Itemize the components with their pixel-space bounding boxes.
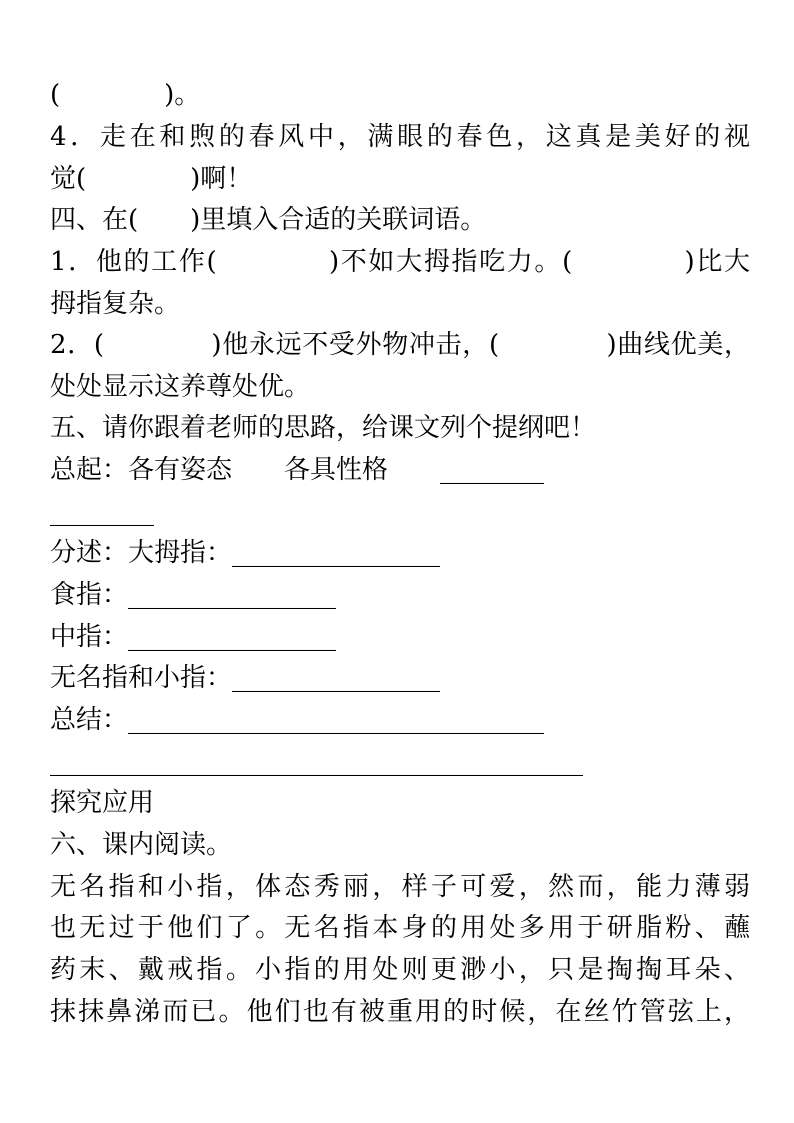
outline-ring-little-finger-line: 无名指和小指：________________: [50, 663, 441, 693]
reading-passage-line-1: 无名指和小指，体态秀丽，样子可爱，然而，能力薄弱: [50, 872, 750, 902]
outline-intro-blank: ________: [50, 497, 154, 527]
section-six-heading: 六、课内阅读。: [50, 830, 233, 860]
section-four-heading: 四、在( )里填入合适的关联词语。: [50, 205, 487, 235]
reading-passage-line-2: 也无过于他们了。无名指本身的用处多用于研脂粉、蘸: [50, 913, 750, 943]
outline-index-finger-line: 食指：________________: [50, 580, 337, 610]
s4-q1-line: 1．他的工作( )不如大拇指吃力。( )比大: [50, 247, 750, 277]
outline-summary-line: 总结：________________________________: [50, 705, 545, 735]
s4-q2-line-continued: 处处显示这养尊处优。: [50, 372, 311, 402]
outline-intro-line: 总起：各有姿态 各具性格 ________: [50, 455, 545, 485]
outline-summary-blank: _________________________________________: [50, 747, 583, 777]
section-explore-heading: 探究应用: [50, 788, 155, 818]
outline-middle-finger-line: 中指：________________: [50, 622, 337, 652]
s4-q1-line-continued: 拇指复杂。: [50, 289, 181, 319]
q3-answer-blank-line: ( )。: [50, 80, 201, 110]
q4-question-line: 4．走在和煦的春风中，满眼的春色，这真是美好的视: [50, 122, 750, 152]
s4-q2-line: 2．( )他永远不受外物冲击，( )曲线优美，: [50, 330, 750, 360]
outline-thumb-line: 分述：大拇指：________________: [50, 538, 441, 568]
reading-passage-line-4: 抹抹鼻涕而已。他们也有被重用的时候，在丝竹管弦上，: [50, 997, 750, 1027]
q4-question-line-continued: 觉( )啊！: [50, 164, 253, 194]
section-five-heading: 五、请你跟着老师的思路，给课文列个提纲吧！: [50, 413, 597, 443]
reading-passage-line-3: 药末、戴戒指。小指的用处则更渺小，只是掏掏耳朵、: [50, 955, 750, 985]
